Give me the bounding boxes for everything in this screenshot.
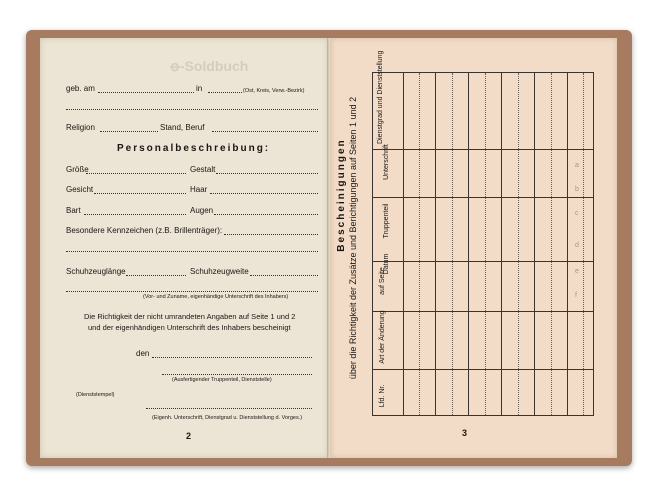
born-on-label: geb. am — [66, 84, 95, 93]
row-line-4 — [534, 73, 535, 415]
beard-label: Bart — [66, 206, 81, 215]
page-number-2: 2 — [186, 431, 192, 441]
face-line — [94, 193, 186, 194]
eyes-label: Augen — [190, 206, 214, 215]
stamp-note: (Dienststempel) — [76, 392, 115, 398]
birthplace-line-2 — [66, 109, 318, 110]
row-line-5 — [567, 73, 568, 415]
distinguishing-marks-label: Besondere Kennzeichen (z.B. Brillenträger): — [66, 226, 223, 235]
hair-label: Haar — [190, 185, 208, 194]
row-dotted-5 — [551, 73, 552, 415]
personal-description-heading: Personalbeschreibung: — [117, 143, 271, 154]
shoe-length-line — [126, 275, 186, 276]
row-line-2 — [468, 73, 469, 415]
column-header-signature: Unterschrift — [383, 144, 390, 180]
row-line-1 — [435, 73, 436, 415]
build-line — [216, 173, 318, 174]
row-line-3 — [501, 73, 502, 415]
superior-signature-note: (Eigenh. Unterschrift, Dienstgrad u. Dienststellung d. Vorges.) — [152, 415, 303, 421]
certification-line-2: und der eigenhändigen Unterschrift des Inhabers bescheinigt — [88, 323, 291, 332]
build-label: Gestalt — [190, 165, 216, 174]
column-header-date: Datum — [383, 253, 390, 275]
issuing-unit-line — [162, 374, 312, 375]
height-label: Größe — [66, 165, 89, 174]
distinguishing-line-1 — [224, 234, 318, 235]
column-header-serial: Lfd. Nr. — [379, 384, 386, 408]
row-dotted-1 — [419, 73, 420, 415]
row-dotted-4 — [518, 73, 519, 415]
section-line-3 — [373, 261, 593, 262]
date-line — [152, 357, 312, 358]
status-line — [212, 131, 318, 132]
bleed-letter-d: d — [575, 242, 579, 249]
superior-signature-line — [146, 408, 312, 409]
column-header-change-type: Art der Änderung — [379, 310, 386, 364]
bleed-letter-a: a — [575, 162, 579, 169]
height-line — [86, 173, 186, 174]
column-header-rank: Dienstgrad und Dienststellung — [377, 50, 384, 144]
certifications-title: Bescheinigungen — [336, 138, 347, 252]
date-label: den — [136, 349, 150, 358]
section-line-5 — [373, 149, 593, 150]
issuing-unit-note: (Ausfertigender Truppenteil, Dienststelle) — [172, 377, 272, 383]
bleed-letter-f: f — [575, 292, 577, 299]
face-label: Gesicht — [66, 185, 94, 194]
status-label: Stand, Beruf — [160, 123, 205, 132]
header-separator — [403, 73, 404, 415]
hair-line — [210, 193, 318, 194]
page-number-3: 3 — [462, 428, 468, 438]
column-header-on-page: auf Seite — [379, 267, 386, 295]
certification-line-1: Die Richtigkeit der nicht umrandeten Angaben auf Seite 1 und 2 — [84, 312, 296, 321]
certifications-subtitle: über die Richtigkeit der Zusätze und Berichtigungen auf Seiten 1 und 2 — [348, 96, 358, 380]
row-dotted-6 — [583, 73, 584, 415]
certifications-table — [372, 50, 594, 416]
bleed-letter-e: e — [575, 268, 579, 275]
column-header-unit: Truppenteil — [383, 203, 390, 239]
section-line-2 — [373, 311, 593, 312]
shoe-width-label: Schuhzeugweite — [190, 267, 249, 276]
bleed-through-title: ꝋ-Soldbuch — [170, 58, 249, 74]
birthplace-note: (Ost, Kreis, Verw.-Bezirk) — [243, 88, 305, 94]
section-line-4 — [373, 197, 593, 198]
row-dotted-3 — [485, 73, 486, 415]
eyes-line — [214, 214, 318, 215]
row-dotted-2 — [452, 73, 453, 415]
religion-line — [100, 131, 158, 132]
bleed-letter-b: b — [575, 186, 579, 193]
shoe-length-label: Schuhzeuglänge — [66, 267, 126, 276]
distinguishing-line-2 — [66, 251, 318, 252]
shoe-width-line — [250, 275, 318, 276]
beard-line — [84, 214, 186, 215]
section-line-1 — [373, 369, 593, 370]
bleed-letter-c: c — [575, 210, 579, 217]
born-on-line — [98, 92, 194, 93]
religion-label: Religion — [66, 123, 95, 132]
birthplace-line — [208, 92, 242, 93]
name-signature-note: (Vor- und Zuname, eigenhändige Unterschrift des Inhabers) — [143, 294, 289, 300]
signature-line — [66, 291, 318, 292]
birthplace-label: in — [196, 84, 203, 93]
